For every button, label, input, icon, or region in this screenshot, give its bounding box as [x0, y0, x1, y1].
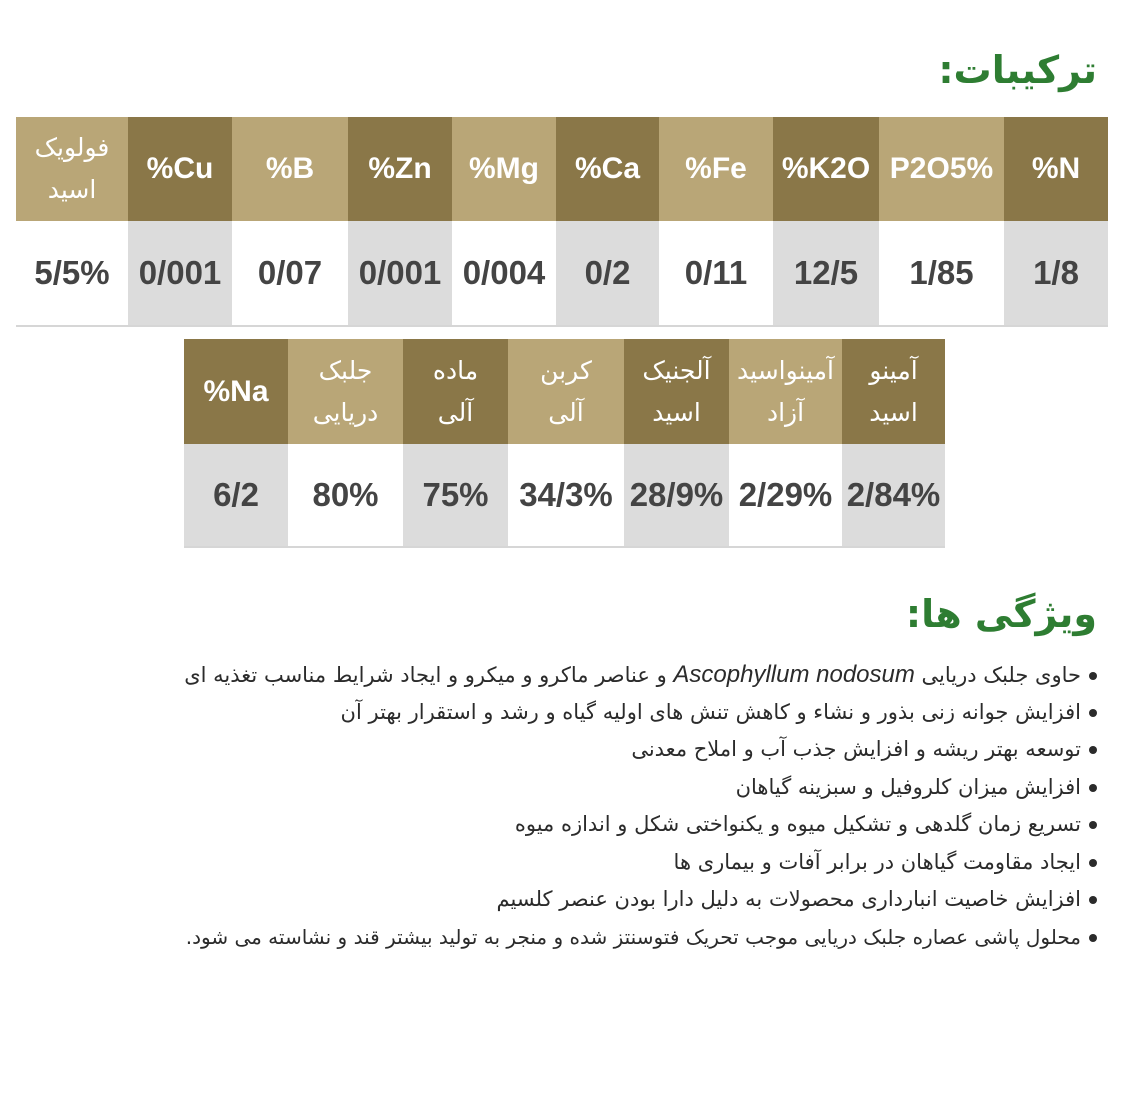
species-name: Ascophyllum nodosum: [673, 661, 915, 688]
header-cell: آمینو اسید: [842, 339, 945, 444]
value-cell: 34/3%: [508, 444, 624, 547]
value-cell: 28/9%: [624, 444, 729, 547]
bullet-icon: [1089, 896, 1097, 904]
bullet-icon: [1089, 672, 1097, 680]
value-cell: 1/8: [1004, 221, 1108, 326]
feature-item: [7, 881, 1097, 919]
feature-text: حاوی جلبک دریایی: [914, 663, 1081, 687]
header-cell: جلبک دریایی: [288, 339, 403, 444]
header-cell: Mg%: [452, 117, 556, 221]
header-cell: Fe%: [659, 117, 773, 221]
header-cell: ماده آلی: [403, 339, 508, 444]
header-cell: آلجنیک اسید: [624, 339, 729, 444]
value-cell: 5/5%: [16, 221, 128, 326]
header-cell: Ca%: [556, 117, 659, 221]
value-cell: 80%: [288, 444, 403, 547]
bullet-icon: [1089, 784, 1097, 792]
features-list: [7, 656, 1097, 956]
header-cell: کربن آلی: [508, 339, 624, 444]
value-cell: 75%: [403, 444, 508, 547]
header-cell: آمینواسید آزاد: [729, 339, 842, 444]
bullet-icon: [1089, 709, 1097, 717]
feature-item: [7, 769, 1097, 807]
feature-text: توسعه بهتر ریشه و افزایش جذب آب و املاح معدنی: [631, 737, 1081, 761]
header-cell: P2O5%: [879, 117, 1004, 221]
value-cell: 6/2: [184, 444, 288, 547]
feature-text: تسریع زمان گلدهی و تشکیل میوه و یکنواختی شکل و اندازه میوه: [514, 812, 1081, 836]
value-cell: 0/2: [556, 221, 659, 326]
bullet-icon: [1089, 934, 1097, 942]
header-cell: Zn%: [348, 117, 452, 221]
composition-table-secondary: [184, 339, 945, 548]
feature-item: [7, 731, 1097, 769]
feature-text: افزایش خاصیت انبارداری محصولات به دلیل دارا بودن عنصر کلسیم: [496, 887, 1081, 911]
value-cell: 0/11: [659, 221, 773, 326]
value-cell: 0/001: [348, 221, 452, 326]
bullet-icon: [1089, 859, 1097, 867]
value-cell: 0/004: [452, 221, 556, 326]
feature-item: [7, 694, 1097, 732]
feature-text: افزایش جوانه زنی بذور و نشاء و کاهش تنش های اولیه گیاه و رشد و استقرار بهتر آن: [340, 699, 1081, 724]
feature-item: [7, 656, 1097, 694]
feature-text: محلول پاشی عصاره جلبک دریایی موجب تحریک فتوسنتز شده و منجر به تولید بیشتر قند و نشاسته می شود.: [185, 924, 1081, 949]
header-cell: B%: [232, 117, 348, 221]
feature-item: [7, 919, 1097, 957]
value-cell: 1/85: [879, 221, 1004, 326]
composition-table-primary: [16, 117, 1108, 327]
features-heading: ویژگی ها:: [905, 592, 1097, 636]
feature-text: و عناصر ماکرو و میکرو و ایجاد شرایط مناسب تغذیه ای: [184, 663, 674, 687]
bullet-icon: [1089, 821, 1097, 829]
feature-text: ایجاد مقاومت گیاهان در برابر آفات و بیماری ها: [673, 849, 1081, 874]
value-cell: 2/84%: [842, 444, 945, 547]
header-cell: فولویک اسید: [16, 117, 128, 221]
feature-text: افزایش میزان کلروفیل و سبزینه گیاهان: [735, 774, 1081, 799]
value-cell: 0/001: [128, 221, 232, 326]
bullet-icon: [1089, 746, 1097, 754]
value-cell: 0/07: [232, 221, 348, 326]
composition-heading: ترکیبات:: [938, 48, 1097, 92]
header-cell: Cu%: [128, 117, 232, 221]
value-cell: 12/5: [773, 221, 879, 326]
header-cell: Na%: [184, 339, 288, 444]
value-cell: 2/29%: [729, 444, 842, 547]
feature-item: [7, 844, 1097, 882]
header-cell: K2O%: [773, 117, 879, 221]
feature-item: [7, 806, 1097, 844]
header-cell: N%: [1004, 117, 1108, 221]
